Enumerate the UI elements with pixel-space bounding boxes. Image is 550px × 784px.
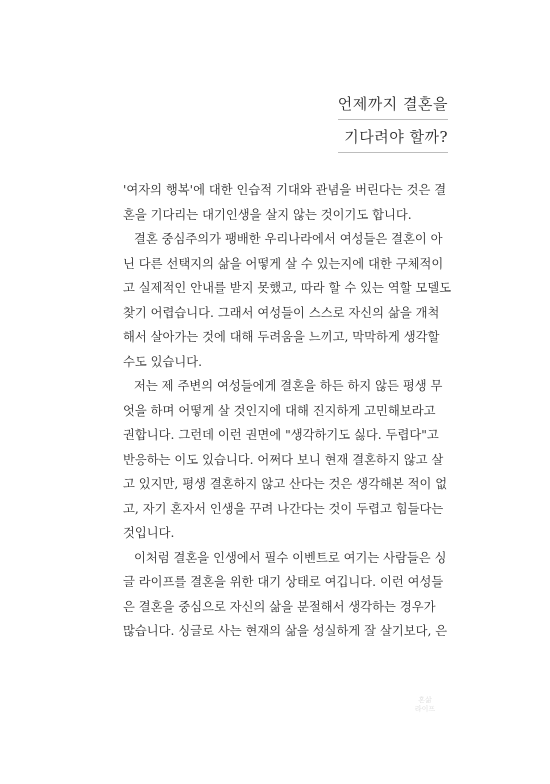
text-line: 혼을 기다리는 대기인생을 살지 않는 것이기도 합니다. — [123, 207, 412, 222]
text-line: 글 라이프를 결혼을 위한 대기 상태로 여깁니다. 이런 여성들 — [123, 575, 444, 589]
text-line: 닌 다른 선택지의 삶을 어떻게 살 수 있는지에 대한 구체적이 — [123, 256, 444, 271]
section-heading — [338, 95, 448, 161]
paragraph — [123, 178, 447, 227]
publisher-watermark — [405, 696, 445, 714]
paragraph — [123, 227, 452, 374]
text-line: 권합니다. 그런데 이런 권면에 "생각하기도 싫다. 두렵다"고 — [123, 428, 439, 442]
text-line: 이처럼 결혼을 인생에서 필수 이벤트로 여기는 사람들은 싱 — [134, 550, 447, 565]
text-line: 결혼 중심주의가 팽배한 우리나라에서 여성들은 결혼이 아 — [134, 232, 443, 246]
text-line: 많습니다. 싱글로 사는 현재의 삶을 성실하게 잘 살기보다, 은 — [123, 624, 448, 638]
text-line: '여자의 행복'에 대한 인습적 기대와 관념을 버린다는 것은 결 — [123, 183, 447, 197]
text-line: 고 실제적인 안내를 받지 못했고, 따라 할 수 있는 역할 모델도 — [123, 281, 452, 295]
text-line: 찾기 어렵습니다. 그래서 여성들이 스스로 자신의 삶을 개척 — [123, 305, 440, 320]
section-heading-line-1: 언제까지 결혼을 — [338, 95, 448, 120]
section-heading-line-2: 기다려야 할까? — [338, 128, 448, 153]
body-text — [123, 178, 452, 644]
text-line: 반응하는 이도 있습니다. 어쩌다 보니 현재 결혼하지 않고 살 — [123, 452, 444, 467]
text-line: 것입니다. — [123, 526, 175, 540]
text-line: 엇을 하며 어떻게 살 것인지에 대해 진지하게 고민해보라고 — [123, 403, 436, 418]
paragraph — [123, 546, 448, 644]
text-line: 저는 제 주변의 여성들에게 결혼을 하든 하지 않든 평생 무 — [134, 379, 443, 393]
paragraph — [123, 374, 448, 546]
publisher-watermark-line-1: 혼삶 — [418, 696, 432, 704]
text-line: 고 있지만, 평생 결혼하지 않고 산다는 것은 생각해본 적이 없 — [123, 477, 448, 491]
text-line: 해서 살아가는 것에 대해 두려움을 느끼고, 막막하게 생각할 — [123, 330, 440, 344]
publisher-watermark-line-2: 라이프 — [414, 705, 436, 713]
text-line: 수도 있습니다. — [123, 354, 203, 369]
text-line: 고, 자기 혼자서 인생을 꾸려 나간다는 것이 두렵고 힘들다는 — [123, 501, 444, 516]
text-line: 은 결혼을 중심으로 자신의 삶을 분절해서 생각하는 경우가 — [123, 599, 436, 614]
